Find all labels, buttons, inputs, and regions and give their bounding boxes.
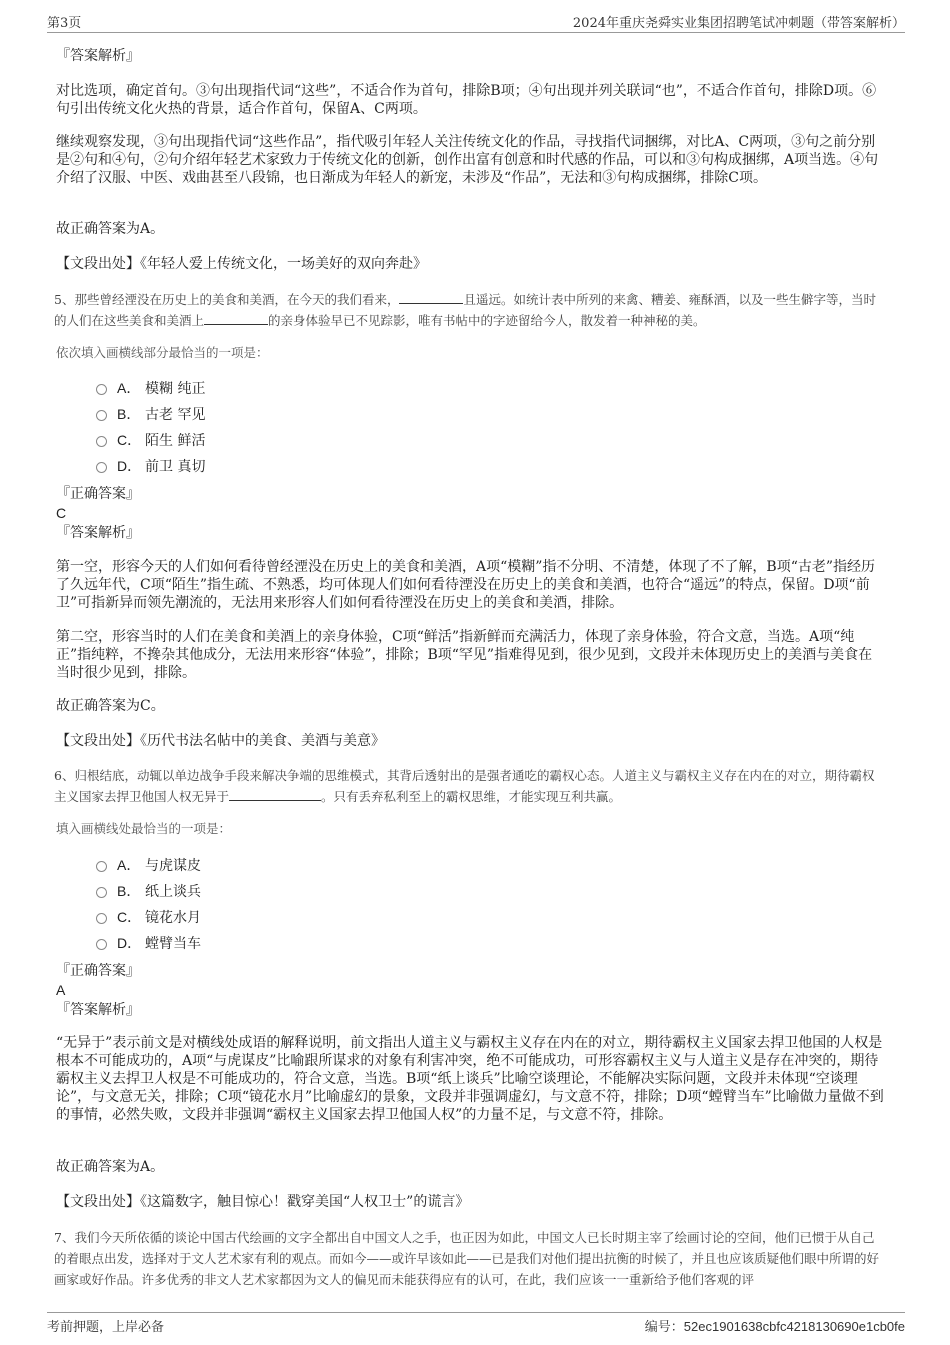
radio-icon[interactable]: [96, 410, 107, 421]
q5-analysis-label: 『答案解析』: [56, 525, 140, 541]
q4-conclusion: 故正确答案为A。: [56, 221, 165, 237]
blank-line: [399, 291, 463, 304]
q5-analysis-p1: 第一空，形容今天的人们如何看待曾经湮没在历史上的美食和美酒，A项“模糊”指不分明、不清楚，体现了不了解，B项“古老”指经历了久远年代，C项“陌生”指生疏、不熟悉，均可体现人们如何看待湮没在历史上的美食和美酒，也符合“遥远”的特点，保留。D项“前卫”可指新异而领先潮流的，无法用来形容人们如何看待湮没在历史上的美食和美酒，排除。: [56, 559, 876, 611]
q6-instruction: 填入画横线处最恰当的一项是：: [56, 821, 232, 836]
q5-stem: 5、那些曾经湮没在历史上的美食和美酒，在今天的我们看来， 且遥远。如统计表中所列的来禽、糟姜、雍酥酒，以及一些生僻字等，当时的人们在这些美食和美酒上 的亲身体验早已不见踪影，唯有书帖中的字迹留给今人，散发着一种神秘的美。: [54, 292, 876, 328]
q5-instruction: 依次填入画横线部分最恰当的一项是：: [56, 345, 269, 360]
q6-analysis-p1: “无异于”表示前文是对横线处成语的解释说明，前文指出人道主义与霸权主义存在内在的对立，期待霸权主义国家去捍卫他国的人权是根本不可能成功的，A项“与虎谋皮”比喻跟所谋求的对象有利害冲突，绝不可能成功，可形容霸权主义与人道主义是存在冲突的，期待霸权主义去捍卫人权是不可能成功的，符合文意，当选。B项“纸上谈兵”比喻空谈理论，不能解决实际问题，文段并未体现“空谈理论”，与文意无关，排除；C项“镜花水月”比喻虚幻的景象，文段并非强调虚幻，与文意不符，排除；D项“螳臂当车”比喻做力量做不到的事情，必然失败，文段并非强调“霸权主义国家去捍卫他国人权”的力量不足，与文意不符，排除。: [56, 1035, 884, 1123]
blank-line: [229, 788, 321, 801]
q6-conclusion: 故正确答案为A。: [56, 1159, 165, 1175]
q7-stem: 7、我们今天所依循的谈论中国古代绘画的文字全都出自中国文人之手，也正因为如此，中国文人已长时期主宰了绘画讨论的空间，他们已惯于从自己的着眼点出发，选择对于文人艺术家有利的观点。而如今——或许早该如此——已是我们对他们提出抗衡的时候了，并且也应该质疑他们眼中所谓的好画家或好作品。许多优秀的非文人艺术家都因为文人的偏见而未能获得应有的认可，在此，我们应该一一重新给予他们客观的评: [54, 1230, 880, 1287]
q5-conclusion: 故正确答案为C。: [56, 698, 165, 714]
q6-correct-answer: A: [56, 982, 66, 998]
document-code: 编号：52ec1901638cbfc4218130690e1cb0fe: [644, 1319, 905, 1335]
q6-option-c[interactable]: C． 镜花水月: [96, 908, 201, 927]
q5-option-b[interactable]: B． 古老 罕见: [96, 405, 205, 424]
q6-option-b[interactable]: B． 纸上谈兵: [96, 882, 201, 901]
radio-icon[interactable]: [96, 887, 107, 898]
page-footer: [47, 1312, 905, 1335]
q4-analysis-label: 『答案解析』: [56, 48, 140, 64]
q6-option-d[interactable]: D． 螳臂当车: [96, 934, 201, 953]
q4-source: 【文段出处】《年轻人爱上传统文化，一场美好的双向奔赴》: [56, 256, 427, 272]
blank-line: [204, 312, 268, 325]
q5-correct-answer: C: [56, 505, 67, 521]
q5-option-a[interactable]: A． 模糊 纯正: [96, 379, 205, 398]
q6-stem: 6、归根结底，动辄以单边战争手段来解决争端的思维模式，其背后透射出的是强者通吃的霸权心态。人道主义与霸权主义存在内在的对立，期待霸权主义国家去捍卫他国人权无异于 。只有丢弃私利至上的霸权思维，才能实现互利共赢。: [54, 768, 875, 804]
q5-correct-label: 『正确答案』: [56, 486, 140, 502]
radio-icon[interactable]: [96, 861, 107, 872]
q5-option-c[interactable]: C． 陌生 鲜活: [96, 431, 205, 450]
radio-icon[interactable]: [96, 384, 107, 395]
q6-option-a[interactable]: A． 与虎谋皮: [96, 856, 201, 875]
q6-source: 【文段出处】《这篇数字，触目惊心！戳穿美国“人权卫士”的谎言》: [56, 1194, 470, 1210]
page-header: [47, 12, 905, 33]
q4-analysis-p2: 继续观察发现，③句出现指代词“这些作品”，指代吸引年轻人关注传统文化的作品，寻找指代词捆绑，对比A、C两项，③句之前分别是②句和④句，②句介绍年轻艺术家致力于传统文化的创新，创作出富有创意和时代感的作品，可以和③句构成捆绑，A项当选。④句介绍了汉服、中医、戏曲甚至八段锦，也日渐成为年轻人的新宠，未涉及“作品”，无法和③句构成捆绑，排除C项。: [56, 134, 879, 186]
radio-icon[interactable]: [96, 939, 107, 950]
q6-correct-label: 『正确答案』: [56, 963, 140, 979]
page-number: 第3页: [47, 16, 82, 31]
q5-analysis-p2: 第二空，形容当时的人们在美食和美酒上的亲身体验，C项“鲜活”指新鲜而充满活力，体现了亲身体验，符合文意，当选。A项“纯正”指纯粹，不搀杂其他成分，无法用来形容“体验”，排除；B项“罕见”指难得见到，很少见到，文段并未体现历史上的美酒与美食在当时很少见到，排除。: [56, 629, 873, 681]
q4-analysis-p1: 对比选项，确定首句。③句出现指代词“这些”，不适合作为首句，排除B项；④句出现并列关联词“也”，不适合作首句，排除D项。⑥句引出传统文化火热的背景，适合作首句，保留A、C两项。: [56, 83, 877, 117]
q6-analysis-label: 『答案解析』: [56, 1002, 140, 1018]
radio-icon[interactable]: [96, 913, 107, 924]
document-title: 2024年重庆尧舜实业集团招聘笔试冲刺题（带答案解析）: [572, 16, 905, 31]
q5-source: 【文段出处】《历代书法名帖中的美食、美酒与美意》: [56, 733, 385, 749]
radio-icon[interactable]: [96, 436, 107, 447]
footer-slogan: 考前押题，上岸必备: [47, 1320, 165, 1335]
q5-option-d[interactable]: D． 前卫 真切: [96, 457, 205, 476]
radio-icon[interactable]: [96, 462, 107, 473]
